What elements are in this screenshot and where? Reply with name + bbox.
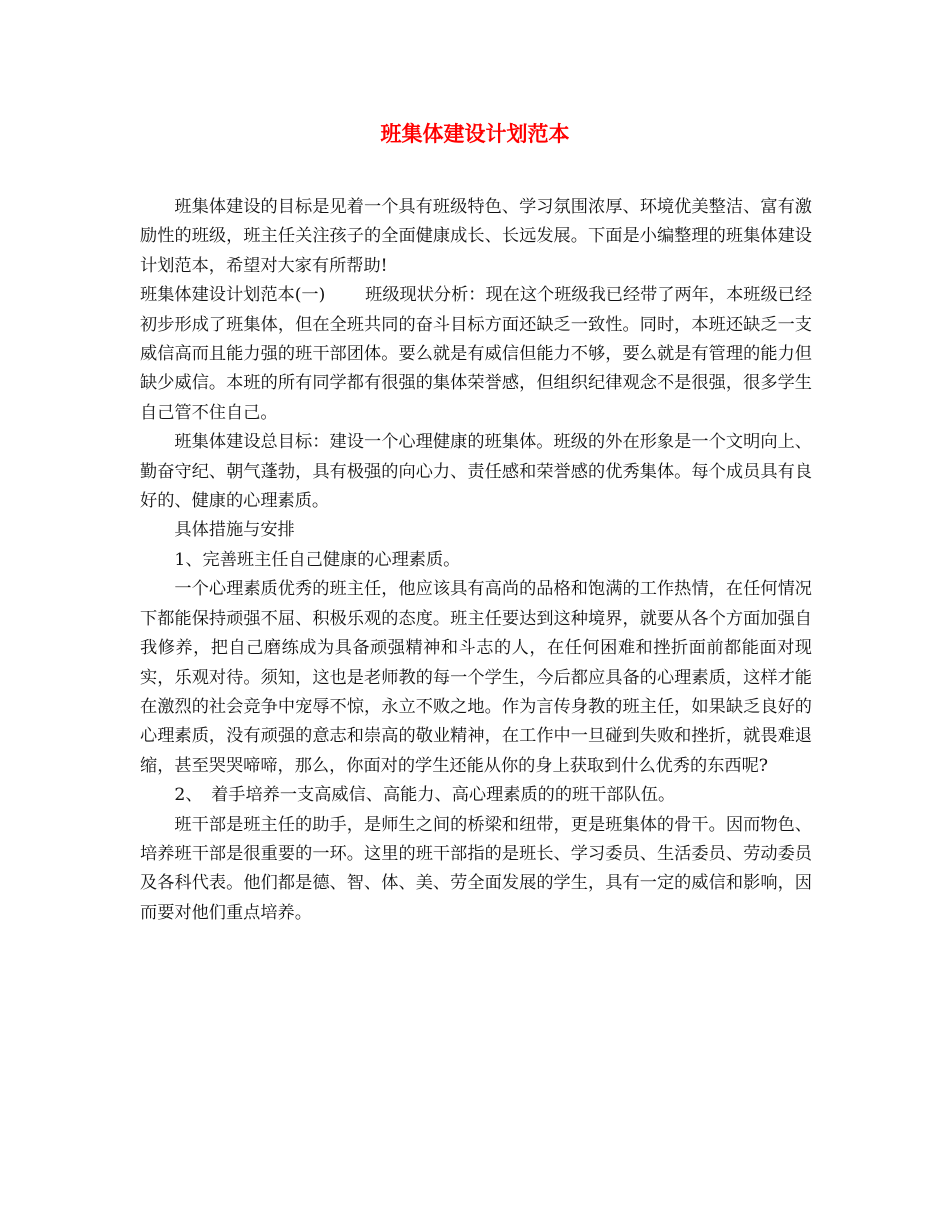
paragraph-measure-one-heading: 1、完善班主任自己健康的心理素质。 [174,549,461,570]
paragraph-measures-heading: 具体措施与安排 [174,520,295,541]
paragraph-intro: 班集体建设的目标是见着一个具有班级特色、学习氛围浓厚、环境优美整洁、富有激励性的班级，班主任关注孩子的全面健康成长、长远发展。下面是小编整理的班集体建设计划范本，希望对大家有所帮助! [140,197,812,276]
document-title: 班集体建设计划范本 [380,121,570,146]
paragraph-measure-one-body: 一个心理素质优秀的班主任，他应该具有高尚的品格和饱满的工作热情，在任何情况下都能保持顽强不屈、积极乐观的态度。班主任要达到这种境界，就要从各个方面加强自我修养，把自己磨练成为具备顽强精神和斗志的人，在任何困难和挫折面前都能面对现实，乐观对待。须知，这也是老师教的每一个学生，今后都应具备的心理素质，这样才能在激烈的社会竞争中宠辱不惊，永立不败之地。作为言传身教的班主任，如果缺乏良好的心理素质，没有顽强的意志和崇高的敬业精神，在工作中一旦碰到失败和挫折，就畏难退缩，甚至哭哭啼啼，那么，你面对的学生还能从你的身上获取到什么优秀的东西呢? [140,579,812,776]
document-body [140,193,812,928]
paragraph-measure-two-heading: 2、 着手培养一支高威信、高能力、高心理素质的的班干部队伍。 [174,785,676,806]
paragraph-overall-goal: 班集体建设总目标：建设一个心理健康的班集体。班级的外在形象是一个文明向上、勤奋守纪、朝气蓬勃，具有极强的向心力、责任感和荣誉感的优秀集体。每个成员具有良好的、健康的心理素质。 [140,432,812,512]
paragraph-plan-one-analysis: 班集体建设计划范本(一) 班级现状分析：现在这个班级我已经带了两年，本班级已经初步形成了班集体，但在全班共同的奋斗目标方面还缺乏一致性。同时，本班还缺乏一支威信高而且能力强的班干部团体。要么就是有威信但能力不够，要么就是有管理的能力但缺少威信。本班的所有同学都有很强的集体荣誉感，但组织纪律观念不是很强，很多学生自己管不住自己。 [140,285,813,423]
paragraph-measure-two-body: 班干部是班主任的助手，是师生之间的桥梁和纽带，更是班集体的骨干。因而物色、培养班干部是很重要的一环。这里的班干部指的是班长、学习委员、生活委员、劳动委员及各科代表。他们都是德、智、体、美、劳全面发展的学生，具有一定的威信和影响，因而要对他们重点培养。 [140,814,812,923]
